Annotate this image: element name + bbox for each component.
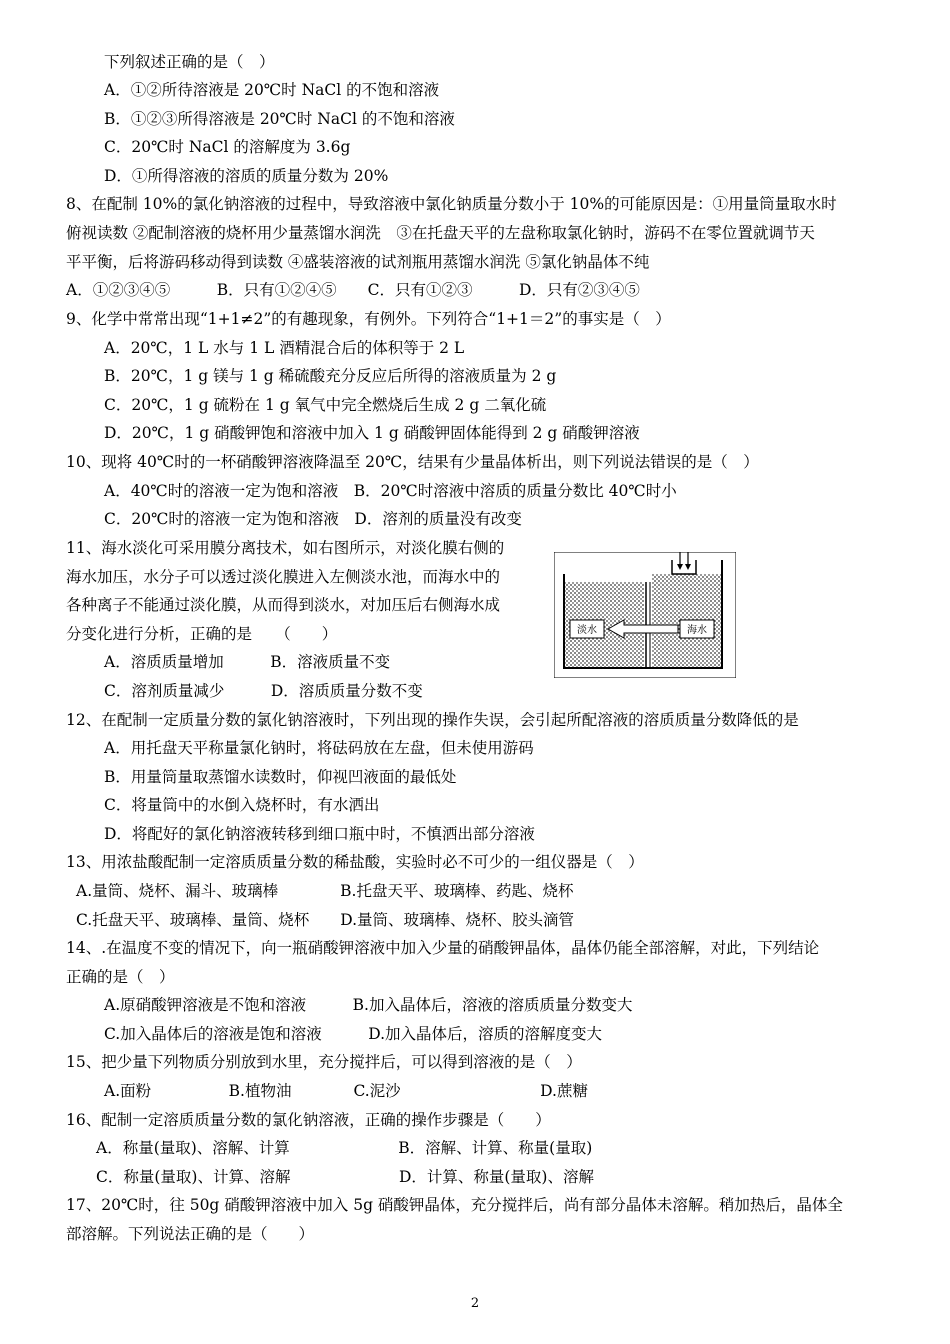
text-line: A.原硝酸钾溶液是不饱和溶液 B.加入晶体后，溶液的溶质质量分数变大 <box>104 996 633 1014</box>
text-line: A．称量(量取)、溶解、计算 B．溶解、计算、称量(量取) <box>96 1139 593 1157</box>
text-line: 11、海水淡化可采用膜分离技术，如右图所示，对淡化膜右侧的 <box>66 539 505 557</box>
text-line: 14、.在温度不变的情况下，向一瓶硝酸钾溶液中加入少量的硝酸钾晶体，晶体仍能全部溶解，对此，下列结论 <box>66 939 820 957</box>
text-line: D．20℃，1 g 硝酸钾饱和溶液中加入 1 g 硝酸钾固体能得到 2 g 硝酸钾溶液 <box>104 424 640 442</box>
text-line: C．20℃，1 g 硫粉在 1 g 氧气中完全燃烧后生成 2 g 二氧化硫 <box>104 396 547 414</box>
text-line: A.面粉 B.植物油 C.泥沙 D.蔗糖 <box>104 1082 588 1100</box>
text-line: 12、在配制一定质量分数的氯化钠溶液时，下列出现的操作失误，会引起所配溶液的溶质质量分数降低的是 <box>66 711 799 729</box>
text-line: A．溶质质量增加 B．溶液质量不变 <box>104 653 391 671</box>
text-line: C．将量筒中的水倒入烧杯时，有水洒出 <box>104 796 380 814</box>
text-line: A．①②③④⑤ B．只有①②④⑤ C．只有①②③ D．只有②③④⑤ <box>66 281 640 299</box>
text-line: C．称量(量取)、计算、溶解 D．计算、称量(量取)、溶解 <box>96 1168 594 1186</box>
text-line: C.托盘天平、玻璃棒、量筒、烧杯 D.量筒、玻璃棒、烧杯、胶头滴管 <box>76 911 575 929</box>
text-line: A.量筒、烧杯、漏斗、玻璃棒 B.托盘天平、玻璃棒、药匙、烧杯 <box>76 882 574 900</box>
text-line: 9、化学中常常出现“1+1≠2”的有趣现象，有例外。下列符合“1+1＝2”的事实是（ ） <box>66 310 671 328</box>
sea-water-label: 海水 <box>687 625 707 636</box>
text-line: D．将配好的氯化钠溶液转移到细口瓶中时，不慎洒出部分溶液 <box>104 825 535 843</box>
text-line: 各种离子不能通过淡化膜，从而得到淡水，对加压后右侧海水成 <box>66 596 501 614</box>
text-line: C．20℃时 NaCl 的溶解度为 3.6g <box>104 138 351 156</box>
text-line: C．20℃时的溶液一定为饱和溶液 D．溶剂的质量没有改变 <box>104 510 522 528</box>
text-line: 海水加压，水分子可以透过淡化膜进入左侧淡水池，而海水中的 <box>66 568 501 586</box>
text-line: 俯视读数 ②配制溶液的烧杯用少量蒸馏水润洗 ③在托盘天平的左盘称取氯化钠时，游码不在零位置就调节天 <box>66 224 815 242</box>
text-line: 10、现将 40℃时的一杯硝酸钾溶液降温至 20℃，结果有少量晶体析出，则下列说法错误的是（ ） <box>66 453 759 471</box>
text-line: C.加入晶体后的溶液是饱和溶液 D.加入晶体后，溶质的溶解度变大 <box>104 1025 603 1043</box>
fresh-water-label: 淡水 <box>577 625 597 636</box>
text-line: 15、把少量下列物质分别放到水里，充分搅拌后，可以得到溶液的是（ ） <box>66 1053 582 1071</box>
text-line: 下列叙述正确的是（ ） <box>104 53 275 71</box>
text-line: 分变化进行分析，正确的是 （ ） <box>66 625 338 643</box>
text-line: B．①②③所得溶液是 20℃时 NaCl 的不饱和溶液 <box>104 110 455 128</box>
text-line: A．20℃，1 L 水与 1 L 酒精混合后的体积等于 2 L <box>104 339 465 357</box>
text-line: B．20℃，1 g 镁与 1 g 稀硫酸充分反应后所得的溶液质量为 2 g <box>104 367 557 385</box>
text-line: C．溶剂质量减少 D．溶质质量分数不变 <box>104 682 423 700</box>
page-number: 2 <box>470 1296 480 1311</box>
text-line: A．40℃时的溶液一定为饱和溶液 B．20℃时溶液中溶质的质量分数比 40℃时小 <box>104 482 677 500</box>
text-line: D．①所得溶液的溶质的质量分数为 20% <box>104 167 389 185</box>
text-line: A．①②所待溶液是 20℃时 NaCl 的不饱和溶液 <box>104 81 440 99</box>
text-line: A．用托盘天平称量氯化钠时，将砝码放在左盘，但未使用游码 <box>104 739 534 757</box>
text-line: 17、20℃时，往 50g 硝酸钾溶液中加入 5g 硝酸钾晶体，充分搅拌后，尚有部分晶体未溶解。稍加热后，晶体全 <box>66 1196 843 1214</box>
text-line: 正确的是（ ） <box>66 968 175 986</box>
text-line: 8、在配制 10%的氯化钠溶液的过程中，导致溶液中氯化钠质量分数小于 10%的可能原因是：①用量筒量取水时 <box>66 195 837 213</box>
membrane-desalination-figure <box>554 552 736 678</box>
text-line: 16、配制一定溶质质量分数的氯化钠溶液，正确的操作步骤是（ ） <box>66 1111 551 1129</box>
text-line: 平平衡，后将游码移动得到读数 ④盛装溶液的试剂瓶用蒸馏水润洗 ⑤氯化钠晶体不纯 <box>66 253 650 271</box>
text-line: 13、用浓盐酸配制一定溶质质量分数的稀盐酸，实验时必不可少的一组仪器是（ ） <box>66 853 644 871</box>
text-line: 部溶解。下列说法正确的是（ ） <box>66 1225 315 1243</box>
text-line: B．用量筒量取蒸馏水读数时，仰视凹液面的最低处 <box>104 768 457 786</box>
